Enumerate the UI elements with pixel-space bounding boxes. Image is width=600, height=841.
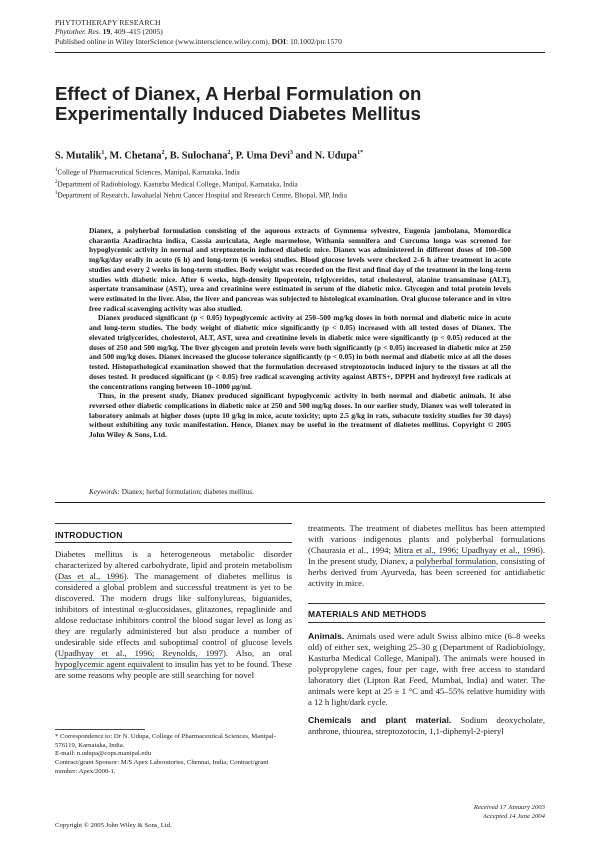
author-list: S. Mutalik$^1$, M. Chetana$^2$, B. Sulochana$^2$, P. Uma Devi$^3$ and N. Udupa$^{1*}$ (55, 150, 364, 162)
journal-name: PHYTOTHERAPY RESEARCH (55, 18, 161, 27)
methods-heading: MATERIALS AND METHODS (308, 609, 427, 619)
highlight-link[interactable]: hypoglycemic agent equivalent (55, 659, 164, 669)
doi-line: Published online in Wiley InterScience (www.interscience.wiley.com). DOI: 10.1002/ptr.1570 (55, 36, 342, 46)
animals-paragraph: Animals. Animals used were adult Swiss albino mice (6–8 weeks old) of either sex, weighing 25–30 g (Department of Radiobiology, Kasturba Medical College, Manipal). The animals were housed in polypropylene cages, four per cage, with free access to standard laboratory diet (Lipton Rat Feed, Mumbai, India) and water. The animals were kept at 25 ± 1 °C and 45–55% relative humidity with a 12 h light/dark cycle. (308, 631, 545, 707)
keywords: Keywords: Dianex; herbal formulation; diabetes mellitus. (89, 488, 255, 496)
abstract-paragraph: Thus, in the present study, Dianex produced significant hypoglycemic activity in both normal and diabetic animals. It also reversed other diabetic complications in diabetic mice at 250 and 500 mg/kg doses. In our earlier study, Dianex was well tolerated in laboratory animals at higher doses (upto 10 g/kg in mice, acute toxicity; upto 2.5 g/kg in rats, subacute toxicity studies for 30 days) without exhibiting any toxic manifestation. Hence, Dianex may be useful in the treatment of diabetes mellitus. Copyright © 2005 John Wiley & Sons, Ltd. (89, 391, 511, 440)
citation-link[interactable]: Mitra et al., 1996; Upadhyay et al., 1996 (393, 545, 540, 555)
affiliation: $^3$Department of Research, Jawaharlal Nehru Cancer Hospital and Research Centre, Bhopal, MP, India (55, 191, 347, 200)
affiliation: $^1$College of Pharmaceutical Sciences, Manipal, Karnataka, India (55, 168, 240, 177)
received-dates: Received 17 January 2003 Accepted 14 June 2004 (473, 804, 545, 820)
intro-paragraph: Diabetes mellitus is a heterogeneous metabolic disorder characterized by altered carbohydrate, lipid and protein metabolism (Das et al., 1996). The management of diabetes mellitus is considered a global problem and successful treatment is yet to be discovered. The modern drugs like sulfonylureas, biguanides, inhibitors of intestinal α-glucosidases, glitazones, repaglinide and aldose reductase inhibitors control the blood sugar level as long as they are regularly administered but also produce a number of undesirable side effects and suboptimal control of glucose levels (Upadhyay et al., 1996; Reynolds, 1997). Also, an oral hypoglycemic agent equivalent to insulin has yet to be found. These are some reasons why people are still searching for novel (55, 549, 293, 680)
citation-link[interactable]: Das et al., 1996 (57, 571, 124, 581)
intro-body (55, 549, 292, 681)
section-rule (55, 523, 292, 524)
affiliation: $^2$Department of Radiobiology, Kasturba Medical College, Manipal, Karnataka, India (55, 179, 298, 189)
affiliations (55, 166, 347, 201)
footnote-rule (55, 729, 145, 730)
abstract-rule (55, 502, 545, 503)
section-rule (55, 542, 292, 543)
journal-header (55, 18, 342, 46)
abstract (89, 226, 511, 440)
highlight-link[interactable]: polyherbal formulation (415, 556, 496, 566)
intro-paragraph: treatments. The treatment of diabetes mellitus has been attempted with various indigenous plants and polyherbal formulations (Chaurasia et al., 1994; Mitra et al., 1996; Upadhyay et al., 1996). In the present study, Dianex, a polyherbal formulation, consisting of herbs derived from Ayurveda, has been screened for antidiabetic activity in mice. (308, 523, 545, 588)
article-title: Effect of Dianex, A Herbal Formulation on Experimentally Induced Diabetes Mellitus (55, 83, 422, 124)
correspondence-footnote: * Correspondence to: Dr N. Udupa, College of Pharmaceutical Sciences, Manipal-576119, Karnataka, India. E-mail: n.udupa@cops.manipal.edu Contract/grant Sponsor: M/S Apex Laboratories, Chennai, India; Contract/grant number: Apex/2000-1. (55, 729, 292, 777)
copyright-notice: Copyright © 2005 John Wiley & Sons, Ltd. (55, 822, 172, 829)
abstract-paragraph: Dianex, a polyherbal formulation consisting of the aqueous extracts of Gymnema sylvestre, Eugenia jambolana, Momordica charantia Azadirachta indica, Cassia auriculata, Aegle marmelose, Withania somnifera and Curcuma longa was screened for hypoglycemic activity in normal and streptozotocin induced diabetic mice. Dianex was administered in different doses of 100–500 mg/kg/day orally in acute (6 h) and long-term (6 weeks) studies. Blood glucose levels were checked 2–6 h after treatment in acute studies and every 2 weeks in long-term studies. Body weight was recorded on the first and final day of the treatment in the long-term studies with diabetic mice. After 6 weeks, high-density lipoprotein, triglycerides, total cholesterol, alanine transaminase (ALT), aspertate transaminase (AST), urea and creatinine were estimated in serum of the diabetic mice. Glycogen and total protein levels were estimated in the liver. Also, the liver and pancreas was subjected to histological examination. Oral glucose tolerance and in vitro free radical scavenging activity was also studied. (89, 226, 511, 313)
intro-heading: INTRODUCTION (55, 530, 123, 540)
column-two (308, 523, 545, 737)
chemicals-paragraph: Chemicals and plant material. Sodium deoxycholate, anthrone, thiourea, streptozotocin, 1,1-diphenyl-2-pieryl (308, 715, 545, 736)
citation: Phytother. Res. 19, 409–415 (2005) (55, 27, 163, 37)
citation-link[interactable]: Upadhyay et al., 1996; Reynolds, 1997 (57, 648, 223, 658)
abstract-paragraph: Dianex produced significant (p < 0.05) hypoglycemic activity at 250–500 mg/kg doses in both normal and diabetic mice in acute and long-term studies. The body weight of diabetic mice significantly (p < 0.05) increased with all tested doses of Dianex. The elevated triglycerides, cholesterol, ALT, AST, urea and creatinine levels in diabetic mice were significantly (p < 0.05) reduced at the doses of 250 and 500 mg/kg. The liver glycogen and protein levels were both significantly (p < 0.05) increased in diabetic mice at 250 and 500 mg/kg doses. Dianex increased the glucose tolerance significantly (p < 0.05) in both normal and diabetic mice at all the doses tested. Histopathological examination showed that the formulation decreased streptozotocin induced injury to the tissues at all the doses tested. It produced significant (p < 0.05) free radical scavenging activity against ABTS+, DPPH and hydroxyl free radicals at the concentrations ranging between 10–1000 μg/ml. (89, 313, 511, 391)
header-rule (55, 52, 545, 53)
